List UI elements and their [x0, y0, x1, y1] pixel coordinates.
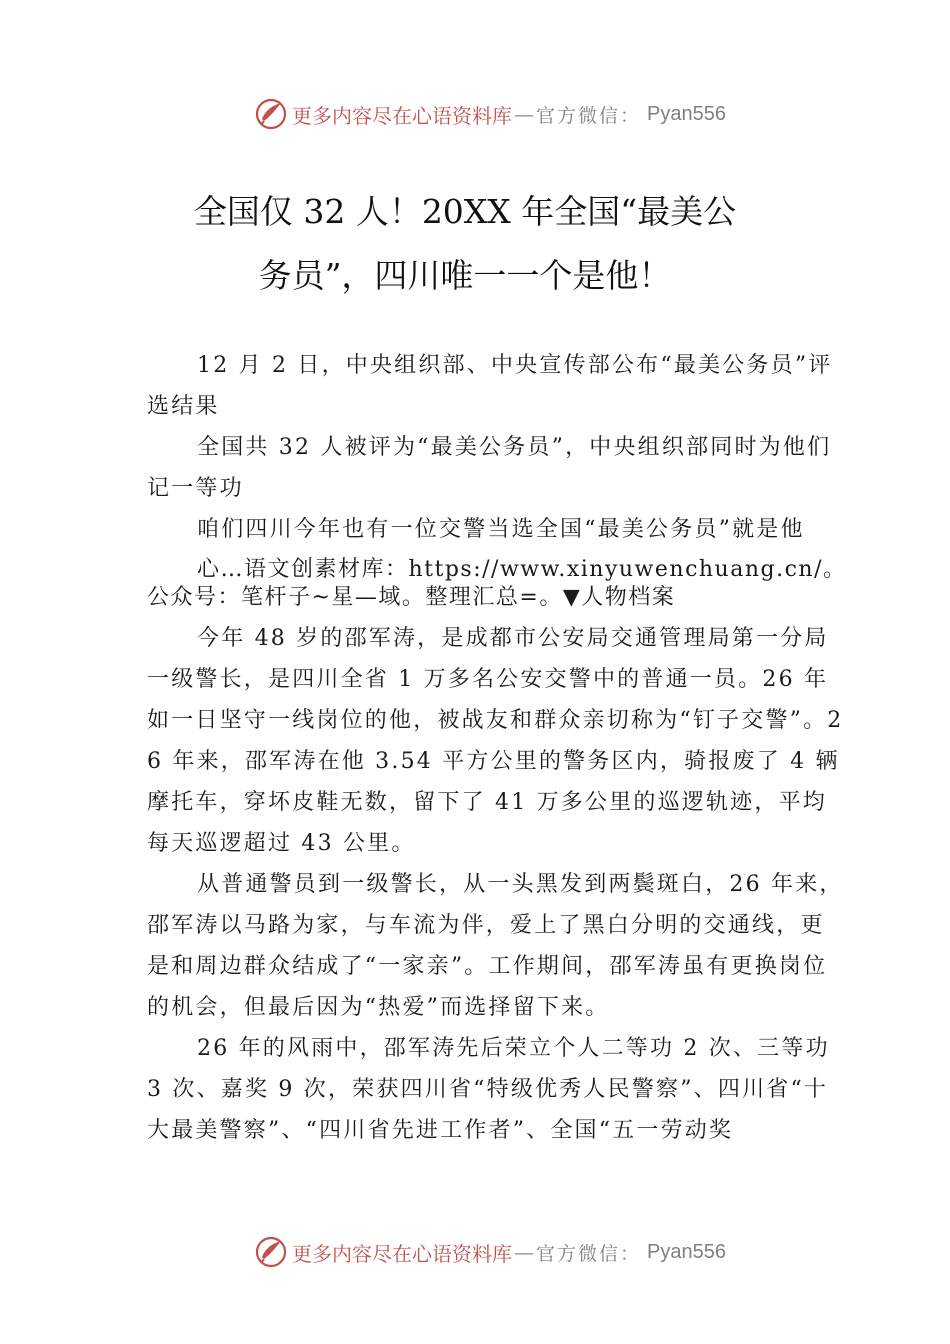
pen-logo-icon [254, 1235, 288, 1269]
banner-wechat-id: Pyan556 [647, 1240, 726, 1263]
paragraph-5: 今年 48 岁的邵军涛，是成都市公安局交通管理局第一分局一级警长，是四川全省 1 万多名公安交警中的普通一员。26 年如一日坚守一线岗位的他，被战友和群众亲切称为“钉子交警”。26 年来，邵军涛在他 3.54 平方公里的警务区内，骑报废了 4 辆摩托车，穿坏皮鞋无数，留下了 41 万多公里的巡逻轨迹，平均每天巡逻超过 43 公里。 [147, 626, 844, 856]
banner-library-text: 更多内容尽在心语资料库 [292, 103, 512, 128]
footer-banner [0, 1232, 950, 1272]
header-banner [0, 94, 950, 134]
banner-wechat-label: 官方微信： [536, 104, 642, 127]
title-line-1: 全国仅 32 人！20XX 年全国“最美公 [193, 192, 737, 231]
paragraph-7: 26 年的风雨中，邵军涛先后荣立个人二等功 2 次、三等功 3 次、嘉奖 9 次，荣获四川省“特级优秀人民警察”、四川省“十大最美警察”、“四川省先进工作者”、全国“五一劳动奖 [147, 1036, 830, 1143]
banner-library-text: 更多内容尽在心语资料库 [292, 1241, 512, 1266]
title-line-2: 务员”，四川唯一一个是他！ [258, 256, 672, 295]
article-body [147, 345, 847, 1151]
banner-wechat-label: 官方微信： [536, 1242, 642, 1265]
paragraph-4: 心…语文创素材库：https://www.xinyuwenchuang.cn/。公众号：笔杆子~星—域。整理汇总=。▼人物档案 [147, 557, 847, 610]
banner-wechat-id: Pyan556 [647, 102, 726, 125]
paragraph-6: 从普通警员到一级警长，从一头黑发到两鬓斑白，26 年来，邵军涛以马路为家，与车流为伴，爱上了黑白分明的交通线，更是和周边群众结成了“一家亲”。工作期间，邵军涛虽有更换岗位的机会，但最后因为“热爱”而选择留下来。 [147, 872, 844, 1020]
banner-dash: — [514, 102, 534, 126]
paragraph-1: 12 月 2 日，中央组织部、中央宣传部公布“最美公务员”评选结果 [147, 353, 833, 419]
pen-logo-icon [254, 97, 288, 131]
paragraph-3: 咱们四川今年也有一位交警当选全国“最美公务员”就是他 [197, 517, 805, 542]
paragraph-2: 全国共 32 人被评为“最美公务员”，中央组织部同时为他们记一等功 [147, 435, 832, 501]
banner-dash: — [514, 1240, 534, 1264]
